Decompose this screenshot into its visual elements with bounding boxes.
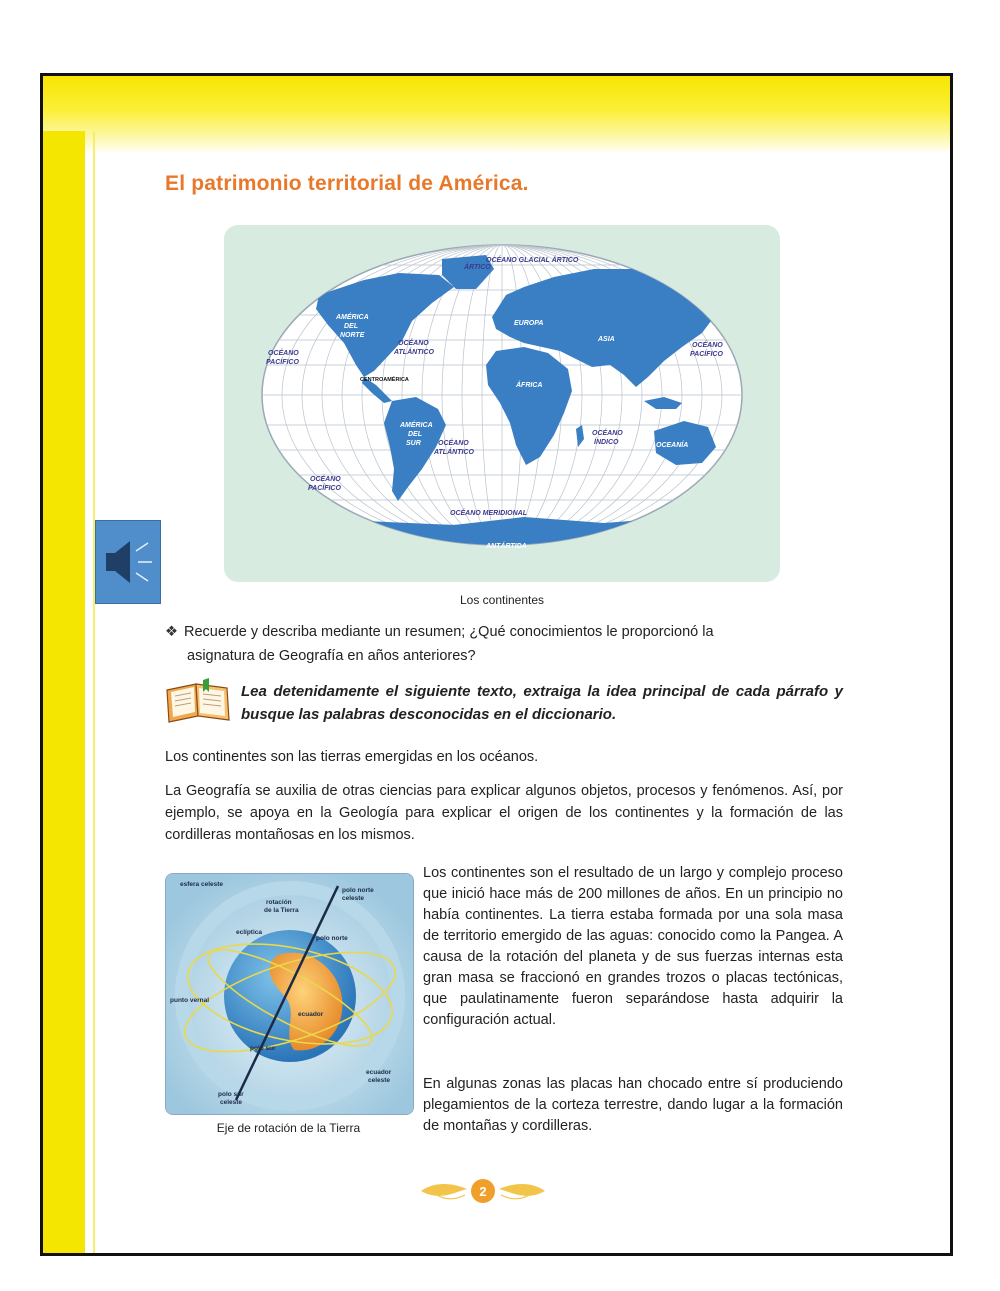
page-number: 2 bbox=[479, 1184, 487, 1199]
label-america-norte-2: DEL bbox=[344, 323, 358, 330]
paragraph-2: La Geografía se auxilia de otras ciencias para explicar algunos objetos, procesos y fenómenos. Así, por ejemplo, se apoya en la Geología para explicar el origen de los continentes y la formación de las cordilleras montañosas en los mismos. bbox=[165, 783, 843, 843]
label-pacifico-2b: PACÍFICO bbox=[690, 351, 723, 358]
label-atlantico-1b: ATLÁNTICO bbox=[394, 349, 434, 356]
label-rotacion-1: rotación bbox=[266, 899, 292, 906]
label-oceania: OCEANÍA bbox=[656, 442, 689, 449]
label-america-norte-1: AMÉRICA bbox=[336, 314, 369, 321]
label-polo-norte-2: celeste bbox=[342, 895, 365, 902]
top-yellow-band bbox=[43, 76, 950, 154]
speaker-icon bbox=[96, 521, 160, 603]
label-pacifico-3a: OCÉANO bbox=[310, 476, 341, 483]
bullet-mark: ❖ bbox=[165, 624, 178, 640]
earth-rotation-figure bbox=[165, 873, 414, 1115]
page-title: El patrimonio territorial de América. bbox=[165, 172, 529, 195]
label-atlantico-2a: OCÉANO bbox=[438, 440, 469, 447]
label-indico-b: ÍNDICO bbox=[594, 439, 619, 446]
label-america-sur-1: AMÉRICA bbox=[400, 422, 433, 429]
label-antartida: ANTÁRTIDA bbox=[486, 543, 527, 550]
label-centroamerica: CENTROAMÉRICA bbox=[360, 377, 409, 383]
left-yellow-band bbox=[43, 131, 85, 1253]
question-line-1: Recuerde y describa mediante un resumen; ¿Qué conocimientos le proporcionó la bbox=[184, 624, 714, 640]
question-bullet bbox=[165, 620, 843, 668]
label-polo-norte-1: polo norte bbox=[342, 887, 374, 894]
instruction-text: Lea detenidamente el siguiente texto, extraiga la idea principal de cada párrafo y busque las palabras desconocidas en el diccionario. bbox=[241, 683, 843, 723]
page-number-ornament bbox=[413, 1171, 553, 1211]
paragraph-4: En algunas zonas las placas han chocado entre sí produciendo plegamientos de la corteza terrestre, dando lugar a la formación de montañas y cordilleras. bbox=[423, 1076, 843, 1134]
label-indico-a: OCÉANO bbox=[592, 430, 623, 437]
label-europa: EUROPA bbox=[514, 320, 544, 327]
label-artico: ÁRTICO bbox=[464, 264, 491, 271]
earth-figure-caption: Eje de rotación de la Tierra bbox=[216, 1121, 361, 1135]
left-accent-line bbox=[93, 131, 95, 1253]
label-polo-sur-t: polo sur bbox=[250, 1045, 276, 1052]
world-map-svg bbox=[224, 225, 780, 582]
label-africa: ÁFRICA bbox=[516, 382, 543, 389]
audio-play-button[interactable] bbox=[95, 520, 161, 604]
label-polo-sur-2: celeste bbox=[220, 1099, 243, 1106]
label-glacial: OCÉANO GLACIAL ÁRTICO bbox=[486, 257, 579, 264]
label-pacifico-3b: PACÍFICO bbox=[308, 485, 341, 492]
label-esfera: esfera celeste bbox=[180, 881, 224, 888]
label-ecuador: ecuador bbox=[298, 1011, 324, 1018]
label-polo-sur-1: polo sur bbox=[218, 1091, 244, 1098]
book-icon bbox=[163, 676, 233, 726]
label-pacifico-1a: OCÉANO bbox=[268, 350, 299, 357]
label-polo-norte-t: polo norte bbox=[316, 935, 348, 942]
label-asia: ASIA bbox=[598, 336, 615, 343]
label-america-sur-3: SUR bbox=[406, 440, 421, 447]
earth-figure-svg bbox=[166, 874, 413, 1114]
label-pacifico-1b: PACÍFICO bbox=[266, 359, 299, 366]
label-punto-vernal: punto vernal bbox=[170, 997, 210, 1004]
paragraph-3: Los continentes son el resultado de un largo y complejo proceso que inició hace más de 200 millones de años. En un principio no había continentes. La tierra estaba formada por una sola masa de territorio emergido de las aguas: conocido como la Pangea. A causa de la rotación del planeta y de sus fuerzas internas esta gran masa se fraccionó en grandes trozos o placas tectónicas, que paulatinamente fueron separándose hasta adquirir la configuración actual. bbox=[423, 865, 843, 1028]
paragraph-1: Los continentes son las tierras emergidas en los océanos. bbox=[165, 749, 539, 765]
label-america-norte-3: NORTE bbox=[340, 332, 365, 339]
label-atlantico-2b: ATLÁNTICO bbox=[434, 449, 474, 456]
question-line-2: asignatura de Geografía en años anteriores? bbox=[187, 648, 476, 664]
label-pacifico-2a: OCÉANO bbox=[692, 342, 723, 349]
world-map bbox=[224, 225, 780, 582]
label-meridional: OCÉANO MERIDIONAL bbox=[450, 510, 527, 517]
label-atlantico-1a: OCÉANO bbox=[398, 340, 429, 347]
label-america-sur-2: DEL bbox=[408, 431, 422, 438]
map-caption: Los continentes bbox=[459, 593, 545, 607]
label-rotacion-2: de la Tierra bbox=[264, 907, 299, 914]
label-ecliptica: eclíptica bbox=[236, 929, 263, 936]
page-frame bbox=[40, 73, 953, 1256]
label-ecuador-celeste-1: ecuador bbox=[366, 1069, 392, 1076]
label-ecuador-celeste-2: celeste bbox=[368, 1077, 391, 1084]
